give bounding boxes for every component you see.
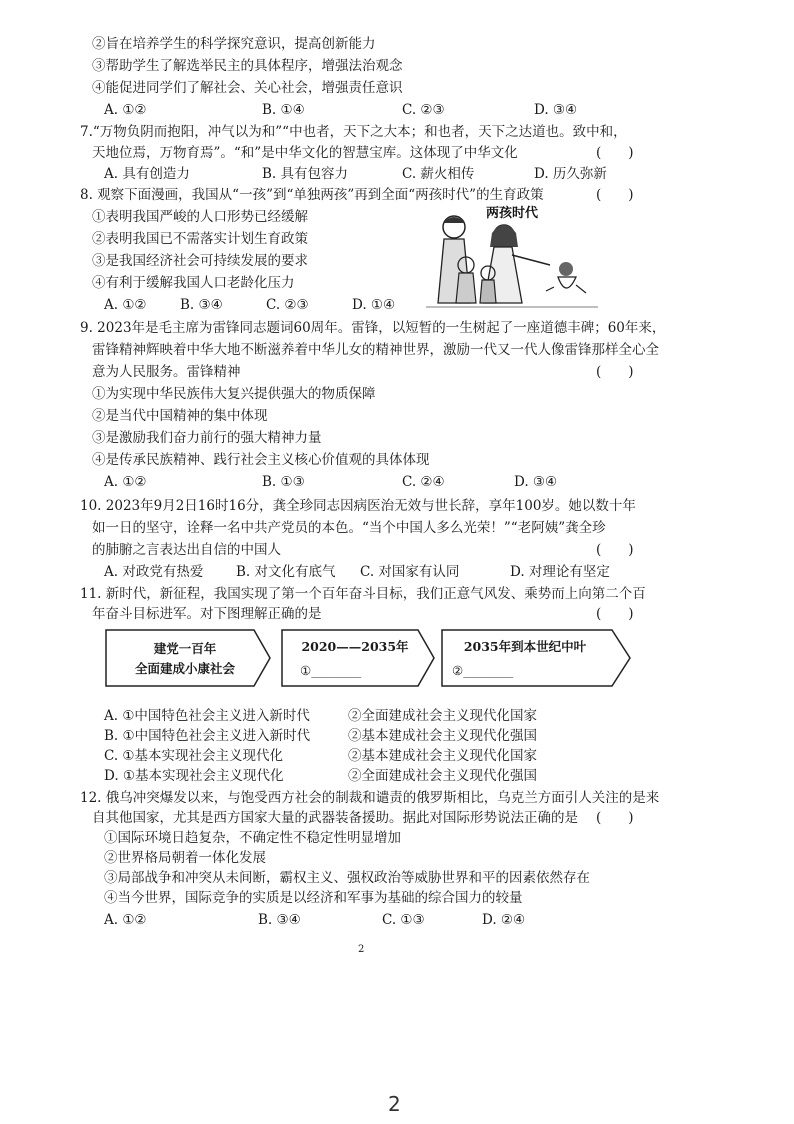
timeline-box1-title: 建党一百年 <box>153 641 217 656</box>
q12-option-c: C. ①③ <box>382 912 425 928</box>
q8-answer-paren: ( ) <box>596 187 634 203</box>
cartoon-drawing <box>426 203 598 311</box>
q12-option-a: A. ①② <box>104 912 147 928</box>
q9-option-c: C. ②④ <box>402 474 445 490</box>
q7-option-b: B. 具有包容力 <box>262 166 349 182</box>
q9-item-4: ④是传承民族精神、践行社会主义核心价值观的具体体现 <box>92 452 430 468</box>
timeline-box3-title: 2035年到本世纪中叶 <box>463 639 587 654</box>
q7-option-c: C. 薪火相传 <box>402 166 475 182</box>
timeline-box1-subtitle: 全面建成小康社会 <box>134 661 235 676</box>
q9-option-a: A. ①② <box>104 474 147 490</box>
q11-option-a-part1: A. ①中国特色社会主义进入新时代 <box>104 708 310 724</box>
timeline-diagram <box>104 624 634 694</box>
q11-option-a-part2: ②全面建成社会主义现代化国家 <box>348 708 537 724</box>
q11-option-c-part1: C. ①基本实现社会主义现代化 <box>104 748 284 764</box>
q6-option-a: A. ①② <box>104 102 147 118</box>
q8-option-a: A. ①② <box>104 297 147 313</box>
q10-option-c: C. 对国家有认同 <box>360 564 460 580</box>
q8-item-1: ①表明我国严峻的人口形势已经缓解 <box>92 209 308 225</box>
q12-item-1: ①国际环境日趋复杂，不确定性不稳定性明显增加 <box>104 830 401 846</box>
q6-option-c: C. ②③ <box>402 102 445 118</box>
q10-stem-line-1: 10. 2023年9月2日16时16分，龚全珍同志因病医治无效与世长辞，享年100岁。她以数十年 <box>80 498 636 514</box>
q12-stem-line-1: 12. 俄乌冲突爆发以来，与饱受西方社会的制裁和谴责的俄罗斯相比，乌克兰方面引人关注的是来 <box>80 790 660 806</box>
q8-option-c: C. ②③ <box>266 297 309 313</box>
q11-option-b-part1: B. ①中国特色社会主义进入新时代 <box>104 728 311 744</box>
q7-option-d: D. 历久弥新 <box>534 166 607 182</box>
q8-item-3: ③是我国经济社会可持续发展的要求 <box>92 253 308 269</box>
timeline-arrows <box>104 624 634 694</box>
page-number-small: 2 <box>358 944 365 955</box>
q10-option-a: A. 对政党有热爱 <box>104 564 204 580</box>
q11-option-d-part1: D. ①基本实现社会主义现代化 <box>104 768 284 784</box>
q7-answer-paren: ( ) <box>596 145 634 161</box>
q11-option-b-part2: ②基本建成社会主义现代化强国 <box>348 728 537 744</box>
q10-answer-paren: ( ) <box>596 542 634 558</box>
q6-item-4: ④能促进同学们了解社会、关心社会，增强责任意识 <box>92 80 403 96</box>
q10-stem-line-3: 的肺腑之言表达出自信的中国人 <box>92 542 281 558</box>
q6-item-3: ③帮助学生了解选举民主的具体程序，增强法治观念 <box>92 58 403 74</box>
q6-option-b: B. ①④ <box>262 102 305 118</box>
timeline-box3-blank: ②________ <box>452 663 514 678</box>
q6-option-d: D. ③④ <box>534 102 578 118</box>
q6-item-2: ②旨在培养学生的科学探究意识，提高创新能力 <box>92 36 376 52</box>
timeline-box2-blank: ①________ <box>300 663 362 678</box>
q12-stem-line-2: 自其他国家，尤其是西方国家大量的武器装备援助。据此对国际形势说法正确的是 <box>92 810 578 826</box>
q9-item-1: ①为实现中华民族伟大复兴提供强大的物质保障 <box>92 386 376 402</box>
q12-item-4: ④当今世界，国际竞争的实质是以经济和军事为基础的综合国力的较量 <box>104 890 523 906</box>
q8-option-d: D. ①④ <box>352 297 396 313</box>
q8-item-2: ②表明我国已不需落实计划生育政策 <box>92 231 308 247</box>
q9-stem-line-1: 9. 2023年是毛主席为雷锋同志题词60周年。雷锋，以短暂的一生树起了一座道德丰碑；60年来， <box>80 320 666 336</box>
q9-option-b: B. ①③ <box>262 474 305 490</box>
q9-option-d: D. ③④ <box>514 474 558 490</box>
timeline-box2-title: 2020——2035年 <box>301 639 409 654</box>
q11-stem-line-1: 11. 新时代，新征程，我国实现了第一个百年奋斗目标，我们正意气风发、乘势而上向第二个百 <box>80 586 646 602</box>
q9-item-3: ③是激励我们奋力前行的强大精神力量 <box>92 430 322 446</box>
q9-answer-paren: ( ) <box>596 364 634 380</box>
q10-option-b: B. 对文化有底气 <box>236 564 336 580</box>
q7-stem-line-1: 7.“万物负阴而抱阳，冲气以为和”“中也者，天下之大本；和也者，天下之达道也。致中和， <box>80 124 627 140</box>
q12-item-3: ③局部战争和冲突从未间断，霸权主义、强权政治等威胁世界和平的因素依然存在 <box>104 870 590 886</box>
q11-option-d-part2: ②全面建成社会主义现代化强国 <box>348 768 537 784</box>
q9-item-2: ②是当代中国精神的集中体现 <box>92 408 268 424</box>
page-number-large: 2 <box>388 1092 401 1116</box>
q10-option-d: D. 对理论有坚定 <box>510 564 610 580</box>
q9-stem-line-3: 意为人民服务。雷锋精神 <box>92 364 241 380</box>
q7-stem-line-2: 天地位焉，万物育焉”。“和”是中华文化的智慧宝库。这体现了中华文化 <box>92 145 518 161</box>
q7-option-a: A. 具有创造力 <box>104 166 190 182</box>
q12-item-2: ②世界格局朝着一体化发展 <box>104 850 266 866</box>
two-child-cartoon <box>426 203 598 311</box>
q11-option-c-part2: ②基本建成社会主义现代化国家 <box>348 748 537 764</box>
q11-stem-line-2: 年奋斗目标进军。对下图理解正确的是 <box>92 606 322 622</box>
q8-stem: 8. 观察下面漫画，我国从“一孩”到“单独两孩”再到全面“两孩时代”的生育政策 <box>80 187 544 203</box>
q8-option-b: B. ③④ <box>180 297 223 313</box>
q12-option-b: B. ③④ <box>258 912 301 928</box>
cartoon-caption: 两孩时代 <box>486 206 539 221</box>
q8-item-4: ④有利于缓解我国人口老龄化压力 <box>92 275 295 291</box>
q9-stem-line-2: 雷锋精神辉映着中华大地不断滋养着中华儿女的精神世界，激励一代又一代人像雷锋那样全心全 <box>92 342 659 358</box>
q12-option-d: D. ②④ <box>482 912 526 928</box>
q10-stem-line-2: 如一日的坚守，诠释一名中共产党员的本色。“当个中国人多么光荣！”“老阿姨”龚全珍 <box>92 520 606 536</box>
q11-answer-paren: ( ) <box>596 606 634 622</box>
q12-answer-paren: ( ) <box>596 810 634 826</box>
